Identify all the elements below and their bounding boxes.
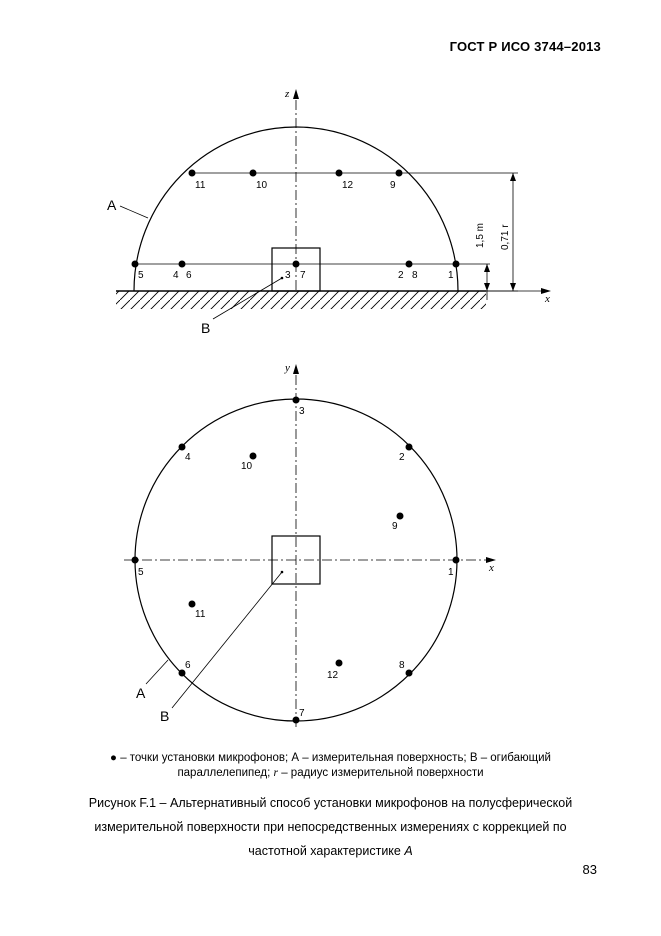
- point-label: 1: [448, 567, 454, 578]
- point-label: 12: [342, 180, 354, 191]
- mic-dot: [406, 670, 413, 677]
- point-label: 10: [256, 180, 268, 191]
- mic-dot: [293, 397, 300, 404]
- x-axis-label-plan: x: [489, 562, 494, 574]
- y-axis-arrow: [293, 364, 299, 374]
- point-label: 5: [138, 270, 144, 281]
- mic-dot: [397, 513, 404, 520]
- figure-caption: [50, 791, 611, 863]
- point-label: 7: [299, 708, 305, 719]
- surface-label-a-plan: A: [136, 685, 146, 701]
- dim-label-15: 1,5 m: [475, 222, 486, 248]
- mic-dot: [250, 170, 257, 177]
- mic-dot: [406, 444, 413, 451]
- caption-line-3-prefix: частотной характеристике: [248, 844, 401, 858]
- dim-arrow-15-top: [484, 264, 490, 272]
- dim-label-071: 0,71 r: [500, 224, 511, 250]
- mic-dot: [179, 261, 186, 268]
- page-number: 83: [582, 862, 597, 877]
- legend-line-1: ● – точки установки микрофонов; А – измерительная поверхность; В – огибающий: [110, 752, 551, 764]
- mic-dot: [132, 261, 139, 268]
- leader-b-plan: [172, 572, 282, 708]
- caption-italic-a: A: [404, 844, 413, 858]
- legend-radius-symbol: r: [273, 767, 279, 779]
- point-label: 2: [399, 452, 405, 463]
- surface-label-a-top: A: [107, 197, 117, 213]
- point-label: 1: [448, 270, 454, 281]
- dim-arrow-15-bot: [484, 283, 490, 291]
- mic-dot: [396, 170, 403, 177]
- elevation-view: [107, 88, 551, 336]
- point-label: 3: [299, 406, 305, 417]
- dim-arrow-071-bot: [510, 283, 516, 291]
- x-axis-label-top: x: [545, 293, 550, 305]
- mic-dot: [453, 261, 460, 268]
- point-label: 8: [399, 660, 405, 671]
- point-label: 3: [285, 270, 291, 281]
- figure-legend: [60, 751, 601, 781]
- box-label-b-top: B: [201, 320, 211, 336]
- mic-dot: [336, 660, 343, 667]
- leader-a-plan: [146, 660, 168, 684]
- mic-dot: [189, 170, 196, 177]
- caption-line-3: [50, 839, 611, 863]
- point-label: 6: [186, 270, 192, 281]
- point-label: 11: [195, 180, 206, 191]
- leader-a-top: [120, 206, 148, 218]
- point-label: 2: [398, 270, 404, 281]
- mic-dot: [293, 261, 300, 268]
- box-label-b-plan: B: [160, 708, 170, 724]
- legend-line-2-prefix: параллелепипед;: [177, 767, 271, 779]
- plan-view: [124, 362, 496, 727]
- mic-dot: [453, 557, 460, 564]
- point-label: 6: [185, 660, 191, 671]
- z-axis-label: z: [285, 88, 290, 100]
- point-label: 4: [185, 452, 191, 463]
- mic-dot: [250, 453, 257, 460]
- mic-dot: [336, 170, 343, 177]
- point-label: 4: [173, 270, 179, 281]
- caption-line-2: измерительной поверхности при непосредственных измерениях с коррекцией по: [94, 820, 567, 834]
- mic-dot: [406, 261, 413, 268]
- standard-header: ГОСТ Р ИСО 3744–2013: [449, 39, 601, 54]
- point-label: 11: [195, 609, 206, 620]
- legend-line-2: [60, 766, 601, 781]
- mic-dot: [132, 557, 139, 564]
- mic-dot: [179, 444, 186, 451]
- dim-arrow-071-top: [510, 173, 516, 181]
- z-axis-arrow: [293, 89, 299, 99]
- caption-line-1: Рисунок F.1 – Альтернативный способ установки микрофонов на полусферической: [88, 796, 573, 810]
- point-label: 7: [300, 270, 306, 281]
- y-axis-label: y: [285, 362, 290, 374]
- legend-line-2-suffix: – радиус измерительной поверхности: [281, 767, 484, 779]
- point-label: 12: [327, 670, 339, 681]
- point-label: 10: [241, 461, 253, 472]
- ground-hatching: [116, 291, 486, 309]
- point-label: 8: [412, 270, 418, 281]
- point-label: 9: [390, 180, 396, 191]
- mic-dot: [189, 601, 196, 608]
- point-label: 5: [138, 567, 144, 578]
- point-label: 9: [392, 521, 398, 532]
